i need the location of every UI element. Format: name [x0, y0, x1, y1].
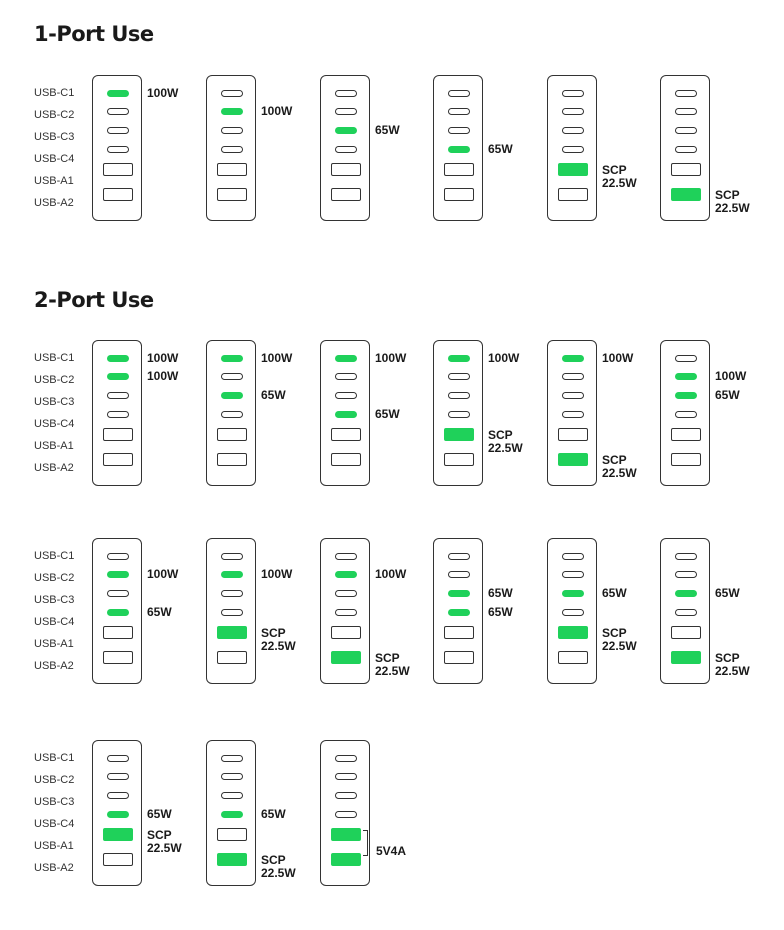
- usb-a-port: [444, 188, 474, 201]
- usb-c-port: [562, 373, 584, 380]
- usb-c-port-active: [107, 811, 129, 818]
- usb-a-port: [103, 651, 133, 664]
- pair-bracket: [363, 830, 368, 856]
- usb-c-port: [221, 792, 243, 799]
- usb-c-port: [675, 571, 697, 578]
- power-label: 65W: [147, 807, 172, 821]
- power-label: 65W: [261, 807, 286, 821]
- usb-c-port: [562, 90, 584, 97]
- usb-a-port: [558, 651, 588, 664]
- usb-a-port: [217, 428, 247, 441]
- power-label: 65W: [147, 605, 172, 619]
- power-label: 100W: [147, 351, 179, 365]
- port-name-label: USB-A2: [34, 197, 74, 209]
- port-name-label: USB-C4: [34, 616, 75, 628]
- usb-c-port-active: [448, 146, 470, 153]
- usb-a-port: [331, 428, 361, 441]
- charger-device: [320, 538, 370, 684]
- power-label: SCP 22.5W: [602, 626, 637, 653]
- usb-a-port-active: [558, 163, 588, 176]
- port-name-label: USB-A2: [34, 462, 74, 474]
- charger-device: [660, 340, 710, 486]
- charger-device: [547, 340, 597, 486]
- port-name-label: USB-C1: [34, 87, 75, 99]
- config-row: [0, 538, 784, 688]
- power-label: 65W: [715, 388, 740, 402]
- charger-device: [206, 740, 256, 886]
- usb-a-port: [558, 428, 588, 441]
- charger-device: [206, 340, 256, 486]
- usb-a-port: [217, 163, 247, 176]
- usb-c-port: [107, 773, 129, 780]
- usb-c-port: [107, 146, 129, 153]
- usb-c-port: [221, 373, 243, 380]
- usb-c-port: [675, 108, 697, 115]
- usb-c-port: [562, 146, 584, 153]
- power-label: SCP 22.5W: [488, 428, 523, 455]
- usb-c-port: [221, 127, 243, 134]
- usb-a-port: [103, 163, 133, 176]
- usb-a-port: [217, 188, 247, 201]
- usb-c-port-active: [107, 90, 129, 97]
- usb-c-port: [335, 392, 357, 399]
- usb-a-port: [671, 428, 701, 441]
- usb-c-port: [448, 411, 470, 418]
- usb-a-port: [103, 188, 133, 201]
- usb-c-port-active: [221, 811, 243, 818]
- power-label: 100W: [602, 351, 634, 365]
- charger-device: [92, 538, 142, 684]
- usb-c-port: [448, 553, 470, 560]
- port-name-label: USB-C2: [34, 374, 75, 386]
- usb-a-port: [103, 453, 133, 466]
- charger-device: [660, 75, 710, 221]
- usb-c-port-active: [448, 609, 470, 616]
- charger-device: [320, 75, 370, 221]
- port-name-label: USB-A1: [34, 440, 74, 452]
- usb-a-port: [558, 188, 588, 201]
- port-name-label: USB-C4: [34, 153, 75, 165]
- usb-c-port-active: [562, 355, 584, 362]
- config-row: [0, 75, 784, 225]
- charger-device: [547, 75, 597, 221]
- charger-device: [206, 75, 256, 221]
- usb-c-port: [562, 411, 584, 418]
- port-name-label: USB-A1: [34, 175, 74, 187]
- usb-a-port-active: [331, 651, 361, 664]
- usb-c-port: [221, 411, 243, 418]
- port-name-label: USB-C3: [34, 594, 75, 606]
- usb-a-port: [331, 163, 361, 176]
- usb-c-port: [107, 411, 129, 418]
- power-label: 65W: [375, 123, 400, 137]
- power-label: SCP 22.5W: [375, 651, 410, 678]
- port-name-label: USB-C4: [34, 818, 75, 830]
- usb-a-port: [103, 626, 133, 639]
- charger-device: [433, 538, 483, 684]
- port-name-label: USB-A2: [34, 862, 74, 874]
- usb-a-port: [444, 651, 474, 664]
- port-name-label: USB-C2: [34, 774, 75, 786]
- usb-c-port: [675, 355, 697, 362]
- usb-c-port-active: [448, 590, 470, 597]
- usb-c-port: [675, 127, 697, 134]
- usb-a-port: [331, 626, 361, 639]
- charger-device: [92, 340, 142, 486]
- power-label: SCP 22.5W: [261, 853, 296, 880]
- usb-c-port: [221, 755, 243, 762]
- usb-c-port: [335, 792, 357, 799]
- usb-c-port-active: [221, 108, 243, 115]
- power-label: 100W: [375, 351, 407, 365]
- usb-c-port: [107, 755, 129, 762]
- usb-a-port: [444, 453, 474, 466]
- port-name-label: USB-C2: [34, 109, 75, 121]
- charger-device: [92, 740, 142, 886]
- power-label: 100W: [488, 351, 520, 365]
- usb-a-port: [671, 163, 701, 176]
- port-name-label: USB-C1: [34, 550, 75, 562]
- usb-c-port-active: [675, 373, 697, 380]
- config-row: [0, 340, 784, 490]
- usb-c-port: [221, 90, 243, 97]
- power-label: 100W: [147, 369, 179, 383]
- usb-c-port: [448, 373, 470, 380]
- usb-c-port: [335, 146, 357, 153]
- usb-c-port: [448, 127, 470, 134]
- usb-a-port-active: [331, 828, 361, 841]
- usb-c-port: [562, 392, 584, 399]
- usb-c-port: [562, 108, 584, 115]
- power-label: 100W: [147, 86, 179, 100]
- usb-c-port: [562, 127, 584, 134]
- usb-c-port: [335, 90, 357, 97]
- charger-device: [547, 538, 597, 684]
- usb-c-port-active: [107, 373, 129, 380]
- usb-a-port-active: [103, 828, 133, 841]
- section-title-1-port: 1-Port Use: [34, 22, 154, 46]
- port-name-label: USB-C3: [34, 131, 75, 143]
- usb-c-port-active: [221, 392, 243, 399]
- usb-c-port-active: [221, 571, 243, 578]
- usb-c-port: [107, 553, 129, 560]
- power-label: 100W: [261, 567, 293, 581]
- usb-c-port: [675, 553, 697, 560]
- usb-c-port: [107, 792, 129, 799]
- power-label: 65W: [602, 586, 627, 600]
- port-name-label: USB-C3: [34, 396, 75, 408]
- usb-c-port: [107, 392, 129, 399]
- port-name-label: USB-A2: [34, 660, 74, 672]
- port-name-label: USB-C1: [34, 352, 75, 364]
- usb-c-port: [335, 108, 357, 115]
- power-label: SCP 22.5W: [715, 188, 750, 215]
- usb-c-port: [107, 108, 129, 115]
- usb-c-port: [107, 590, 129, 597]
- usb-a-port-active: [444, 428, 474, 441]
- usb-c-port-active: [107, 571, 129, 578]
- usb-c-port: [675, 411, 697, 418]
- power-label: 100W: [261, 351, 293, 365]
- usb-c-port: [221, 609, 243, 616]
- usb-c-port: [335, 609, 357, 616]
- usb-a-port: [444, 626, 474, 639]
- usb-a-port: [671, 453, 701, 466]
- power-label: 65W: [488, 605, 513, 619]
- usb-c-port: [675, 146, 697, 153]
- usb-c-port-active: [562, 590, 584, 597]
- usb-a-port: [331, 188, 361, 201]
- usb-c-port: [448, 108, 470, 115]
- usb-a-port-active: [331, 853, 361, 866]
- usb-c-port-active: [335, 127, 357, 134]
- usb-a-port-active: [217, 853, 247, 866]
- charger-device: [433, 75, 483, 221]
- usb-c-port: [562, 609, 584, 616]
- usb-c-port-active: [335, 411, 357, 418]
- usb-c-port: [562, 553, 584, 560]
- usb-c-port: [221, 146, 243, 153]
- usb-c-port: [335, 811, 357, 818]
- usb-c-port-active: [107, 609, 129, 616]
- power-label: SCP 22.5W: [261, 626, 296, 653]
- power-label: 100W: [147, 567, 179, 581]
- port-name-label: USB-C3: [34, 796, 75, 808]
- port-name-label: USB-A1: [34, 840, 74, 852]
- config-row: [0, 740, 784, 890]
- usb-c-port: [221, 553, 243, 560]
- usb-c-port: [221, 773, 243, 780]
- usb-a-port-active: [671, 188, 701, 201]
- usb-c-port-active: [335, 571, 357, 578]
- section-title-2-port: 2-Port Use: [34, 288, 154, 312]
- usb-c-port: [675, 90, 697, 97]
- power-label: SCP 22.5W: [715, 651, 750, 678]
- usb-c-port: [335, 553, 357, 560]
- charger-device: [92, 75, 142, 221]
- port-name-label: USB-A1: [34, 638, 74, 650]
- usb-c-port: [562, 571, 584, 578]
- usb-c-port: [335, 373, 357, 380]
- usb-c-port-active: [675, 590, 697, 597]
- usb-c-port-active: [221, 355, 243, 362]
- usb-a-port-active: [558, 453, 588, 466]
- power-label: SCP 22.5W: [602, 453, 637, 480]
- usb-a-port: [103, 428, 133, 441]
- power-label: SCP 22.5W: [147, 828, 182, 855]
- usb-c-port: [335, 590, 357, 597]
- usb-c-port-active: [335, 355, 357, 362]
- usb-c-port: [335, 773, 357, 780]
- usb-a-port-active: [558, 626, 588, 639]
- usb-c-port: [221, 590, 243, 597]
- usb-a-port: [217, 453, 247, 466]
- port-name-label: USB-C4: [34, 418, 75, 430]
- charger-device: [320, 740, 370, 886]
- usb-a-port: [217, 828, 247, 841]
- charger-device: [206, 538, 256, 684]
- usb-c-port: [107, 127, 129, 134]
- usb-a-port: [331, 453, 361, 466]
- power-label: 100W: [261, 104, 293, 118]
- usb-a-port-active: [671, 651, 701, 664]
- usb-c-port: [448, 90, 470, 97]
- usb-c-port: [448, 392, 470, 399]
- usb-c-port-active: [675, 392, 697, 399]
- usb-c-port-active: [448, 355, 470, 362]
- power-label: 65W: [488, 586, 513, 600]
- usb-c-port-active: [107, 355, 129, 362]
- usb-a-port: [217, 651, 247, 664]
- power-label: 65W: [375, 407, 400, 421]
- usb-a-port: [103, 853, 133, 866]
- usb-a-port: [671, 626, 701, 639]
- usb-c-port: [335, 755, 357, 762]
- charger-device: [660, 538, 710, 684]
- power-label: 100W: [375, 567, 407, 581]
- usb-c-port: [675, 609, 697, 616]
- usb-a-port: [444, 163, 474, 176]
- power-label: SCP 22.5W: [602, 163, 637, 190]
- power-label: 65W: [488, 142, 513, 156]
- charger-device: [320, 340, 370, 486]
- usb-c-port: [448, 571, 470, 578]
- power-label: 5V4A: [376, 844, 407, 858]
- charger-device: [433, 340, 483, 486]
- port-name-label: USB-C2: [34, 572, 75, 584]
- usb-a-port-active: [217, 626, 247, 639]
- power-label: 100W: [715, 369, 747, 383]
- port-name-label: USB-C1: [34, 752, 75, 764]
- power-label: 65W: [715, 586, 740, 600]
- power-label: 65W: [261, 388, 286, 402]
